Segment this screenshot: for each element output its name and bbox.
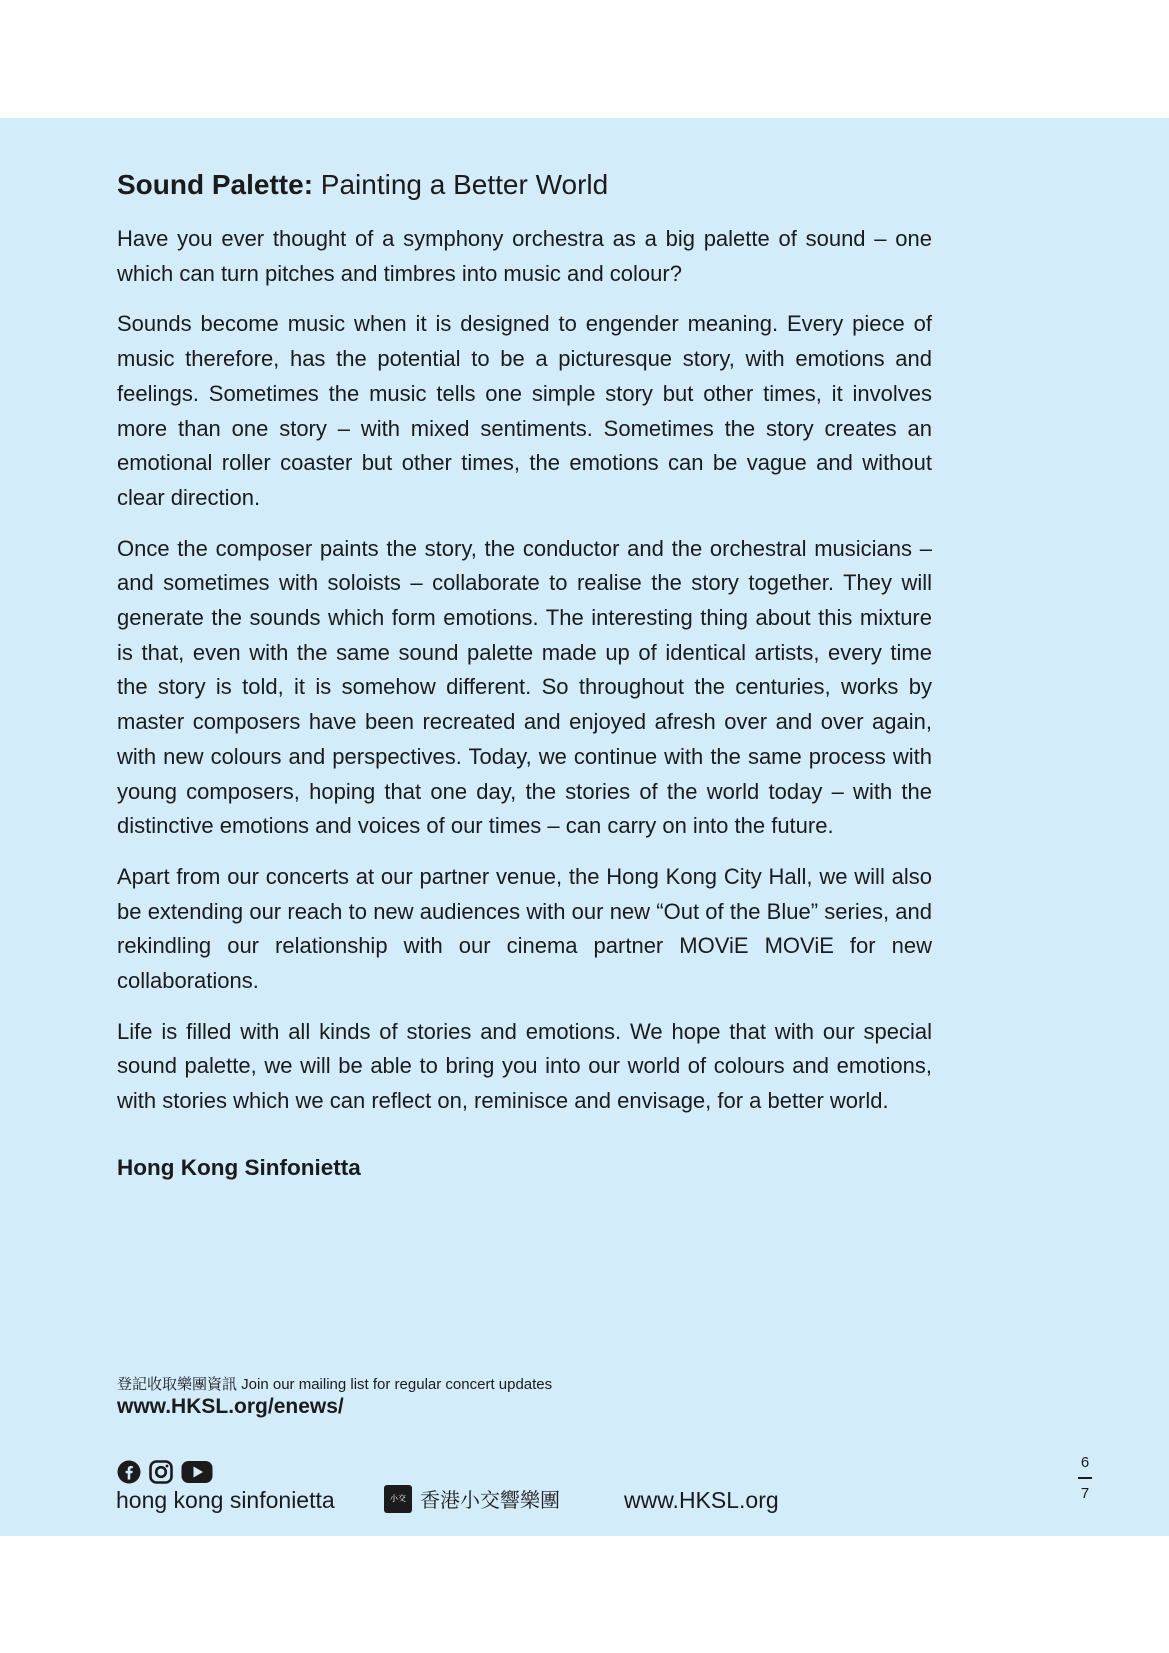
title-bold: Sound Palette: [117, 169, 314, 200]
title-rest: Painting a Better World [313, 169, 609, 200]
paragraph-2: Sounds become music when it is designed to engender meaning. Every piece of music therefore, has the potential to be a picturesque story, with emotions and feelings. Sometimes the music tells one simple story but other times, it involves more than one story – with mixed sentiments. Sometimes the story creates an emotional roller coaster but other times, the emotions can be vague and without clear direction. [117, 311, 932, 510]
article [117, 168, 932, 1181]
mailing-list-text: 登記收取樂團資訊 Join our mailing list for regular concert updates [117, 1376, 553, 1393]
logo-chinese-name: 香港小交響樂團 [420, 1488, 560, 1512]
logo-mark: 小交 [384, 1485, 412, 1513]
paragraph-3: Once the composer paints the story, the conductor and the orchestral musicians – and sometimes with soloists – collaborate to realise the story together. They will generate the sounds which form emotions. The interesting thing about this mixture is that, even with the same sound palette made up of identical artists, every time the story is told, it is somehow different. So throughout the centuries, works by master composers have been recreated and enjoyed afresh over and over again, with new colours and perspectives. Today, we continue with the same process with young composers, hoping that one day, the stories of the world today – with the distinctive emotions and voices of our times – can carry on into the future. [117, 535, 932, 839]
instagram-icon[interactable] [149, 1460, 173, 1484]
logo [384, 1484, 560, 1513]
page-left: 6 [1080, 1454, 1090, 1471]
paragraph-1: Have you ever thought of a symphony orchestra as a big palette of sound – one which can turn pitches and timbres into music and colour? [117, 226, 932, 286]
paragraph-4: Apart from our concerts at our partner venue, the Hong Kong City Hall, we will also be extending our reach to new audiences with our new “Out of the Blue” series, and rekindling our relationship with our cinema partner MOViE MOViE for new collaborations. [117, 863, 932, 994]
youtube-icon[interactable] [181, 1460, 213, 1484]
article-title [117, 168, 932, 202]
paragraph-5: Life is filled with all kinds of stories and emotions. We hope that with our special sound palette, we will be able to bring you into our world of colours and emotions, with stories which we can reflect on, reminisce and envisage, for a better world. [117, 1018, 932, 1114]
mailing-list-link[interactable]: www.HKSL.org/enews/ [117, 1395, 344, 1418]
brand-name: hong kong sinfonietta [116, 1487, 335, 1513]
page-numbers [1075, 1454, 1095, 1502]
website-link[interactable]: www.HKSL.org [624, 1487, 779, 1513]
social-links [117, 1460, 213, 1484]
facebook-icon[interactable] [117, 1460, 141, 1484]
page-right: 7 [1080, 1484, 1090, 1502]
page-divider [1078, 1477, 1092, 1479]
signature: Hong Kong Sinfonietta [117, 1154, 361, 1180]
